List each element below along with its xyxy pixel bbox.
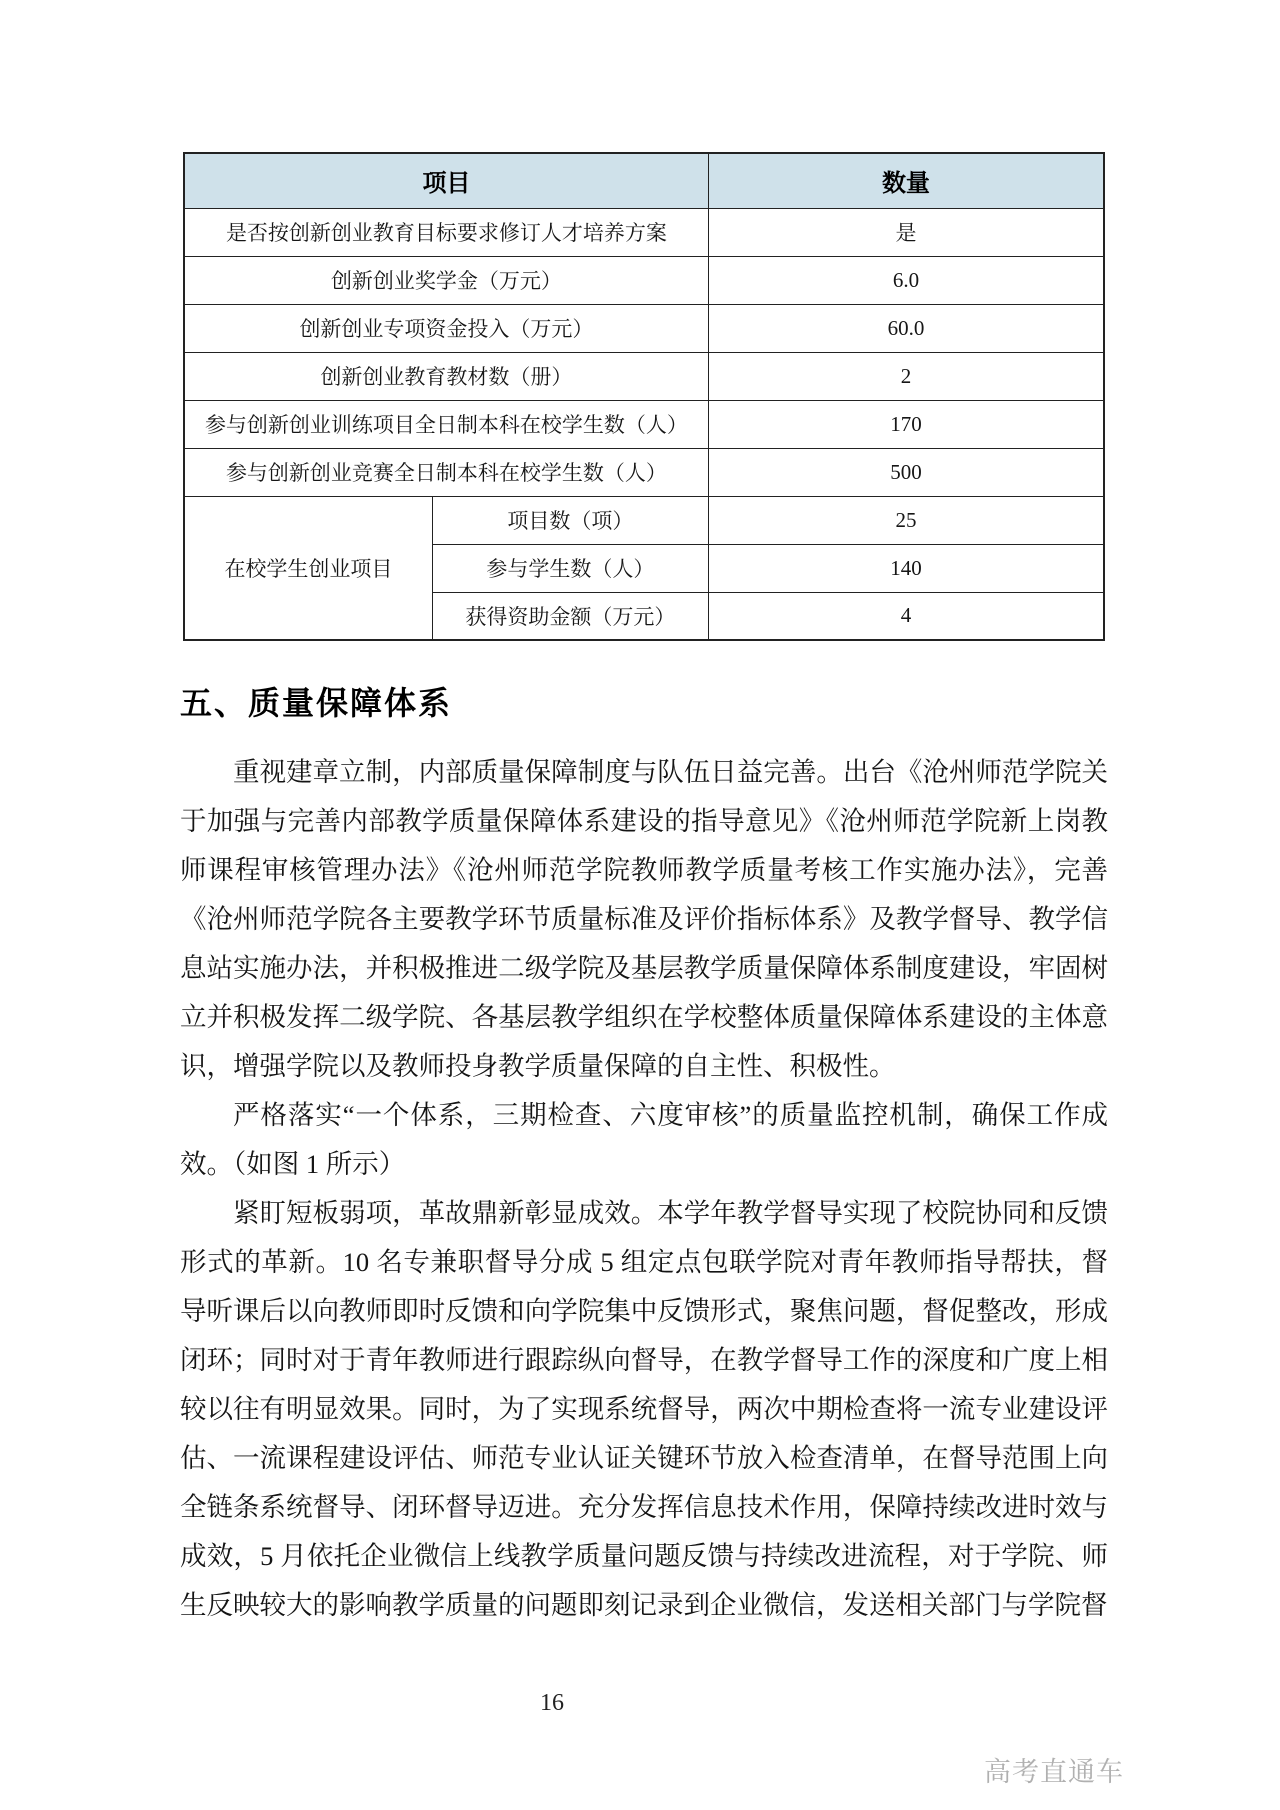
row-value: 是 bbox=[708, 208, 1104, 256]
row-label: 参与创新创业竞赛全日制本科在校学生数（人） bbox=[184, 448, 708, 496]
paragraph: 严格落实“一个体系，三期检查、六度审核”的质量监控机制，确保工作成效。（如图 1 所示） bbox=[180, 1100, 1108, 1179]
table-row bbox=[184, 448, 1104, 496]
row-label: 创新创业教育教材数（册） bbox=[184, 352, 708, 400]
row-label: 是否按创新创业教育目标要求修订人才培养方案 bbox=[184, 208, 708, 256]
table-row bbox=[184, 256, 1104, 304]
row-value: 500 bbox=[708, 448, 1104, 496]
row-value: 6.0 bbox=[708, 256, 1104, 304]
column-header-item: 项目 bbox=[184, 153, 708, 208]
sub-row-label: 项目数（项） bbox=[432, 496, 708, 544]
table-header-row bbox=[184, 153, 1104, 208]
metrics-table bbox=[183, 152, 1105, 641]
sub-row-label: 参与学生数（人） bbox=[432, 544, 708, 592]
row-label: 参与创新创业训练项目全日制本科在校学生数（人） bbox=[184, 400, 708, 448]
table-row bbox=[184, 352, 1104, 400]
column-header-quantity: 数量 bbox=[708, 153, 1104, 208]
section-heading: 五、质量保障体系 bbox=[180, 685, 453, 721]
row-label: 创新创业专项资金投入（万元） bbox=[184, 304, 708, 352]
group-row-label: 在校学生创业项目 bbox=[184, 496, 432, 640]
row-value: 140 bbox=[708, 544, 1104, 592]
sub-row-label: 获得资助金额（万元） bbox=[432, 592, 708, 640]
section-body bbox=[180, 678, 1108, 1630]
metrics-table-container bbox=[183, 152, 1105, 641]
row-value: 60.0 bbox=[708, 304, 1104, 352]
row-value: 4 bbox=[708, 592, 1104, 640]
table-row bbox=[184, 304, 1104, 352]
paragraph: 紧盯短板弱项，革故鼎新彰显成效。本学年教学督导实现了校院协同和反馈形式的革新。10 名专兼职督导分成 5 组定点包联学院对青年教师指导帮扶，督导听课后以向教师即时反馈和向学院集中反馈形式，聚焦问题，督促整改，形成闭环；同时对于青年教师进行跟踪纵向督导，在教学督导工作的深度和广度上相较以往有明显效果。同时，为了实现系统督导，两次中期检查将一流专业建设评估、一流课程建设评估、师范专业认证关键环节放入检查清单，在督导范围上向全链条系统督导、闭环督导迈进。充分发挥信息技术作用，保障持续改进时效与成效，5 月依托企业微信上线教学质量问题反馈与持续改进流程，对于学院、师生反映较大的影响教学质量的问题即刻记录到企业微信，发送相关部门与学院督 bbox=[180, 1198, 1108, 1620]
table-row bbox=[184, 496, 1104, 544]
row-label: 创新创业奖学金（万元） bbox=[184, 256, 708, 304]
watermark: 高考直通车 bbox=[984, 1757, 1124, 1787]
row-value: 170 bbox=[708, 400, 1104, 448]
page-number: 16 bbox=[540, 1690, 564, 1716]
table-row bbox=[184, 208, 1104, 256]
row-value: 2 bbox=[708, 352, 1104, 400]
paragraph: 重视建章立制，内部质量保障制度与队伍日益完善。出台《沧州师范学院关于加强与完善内部教学质量保障体系建设的指导意见》《沧州师范学院新上岗教师课程审核管理办法》《沧州师范学院教师教学质量考核工作实施办法》，完善《沧州师范学院各主要教学环节质量标准及评价指标体系》及教学督导、教学信息站实施办法，并积极推进二级学院及基层教学质量保障体系制度建设，牢固树立并积极发挥二级学院、各基层教学组织在学校整体质量保障体系建设的主体意识，增强学院以及教师投身教学质量保障的自主性、积极性。 bbox=[180, 757, 1108, 1081]
table-row bbox=[184, 400, 1104, 448]
row-value: 25 bbox=[708, 496, 1104, 544]
